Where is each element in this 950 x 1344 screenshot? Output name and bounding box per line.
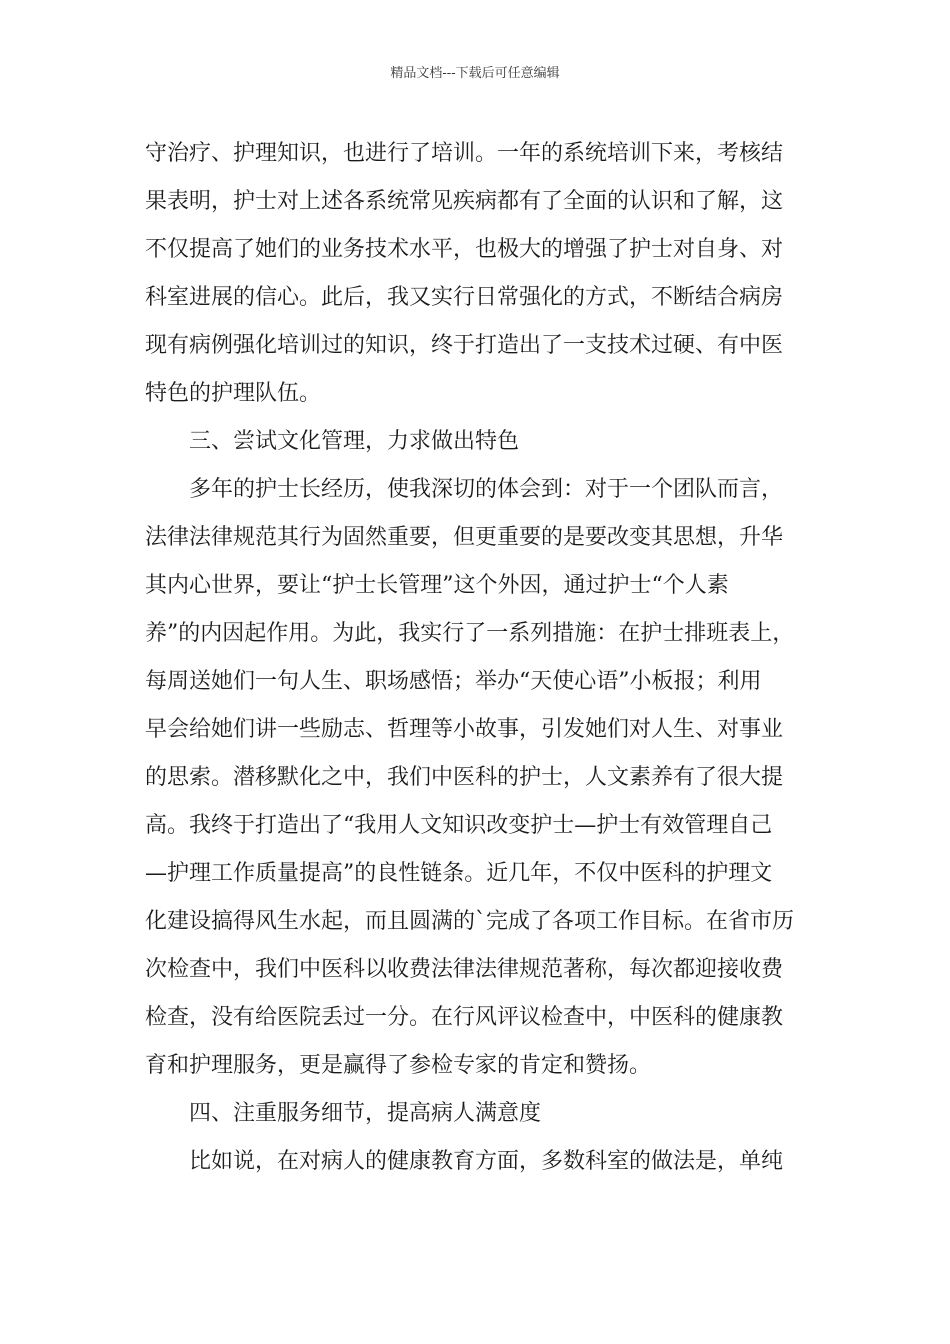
paragraph-line: 次检查中，我们中医科以收费法律法律规范著称，每次都迎接收费 xyxy=(145,957,784,982)
paragraph-line: 科室进展的信心。此后，我又实行日常强化的方式，不断结合病房 xyxy=(145,285,784,310)
section-heading: 三、尝试文化管理，力求做出特色 xyxy=(189,429,520,454)
paragraph-line: 守治疗、护理知识，也进行了培训。一年的系统培训下来，考核结 xyxy=(145,141,784,166)
paragraph-line: 化建设搞得风生水起，而且圆满的`完成了各项工作目标。在省市历 xyxy=(145,909,795,934)
section-heading: 四、注重服务细节，提高病人满意度 xyxy=(189,1101,542,1126)
paragraph-line: —护理工作质量提高”的良性链条。近几年，不仅中医科的护理文 xyxy=(145,861,773,886)
paragraph-line: 比如说，在对病人的健康教育方面，多数科室的做法是，单纯 xyxy=(189,1149,784,1174)
paragraph-line: 的思索。潜移默化之中，我们中医科的护士，人文素养有了很大提 xyxy=(145,765,784,790)
document-body xyxy=(145,130,825,1186)
paragraph-line: 早会给她们讲一些励志、哲理等小故事，引发她们对人生、对事业 xyxy=(145,717,784,742)
paragraph-line: 每周送她们一句人生、职场感悟；举办“天使心语”小板报；利用 xyxy=(145,669,762,694)
paragraph-line: 养”的内因起作用。为此，我实行了一系列措施：在护士排班表上， xyxy=(145,621,795,646)
paragraph-line: 果表明，护士对上述各系统常见疾病都有了全面的认识和了解，这 xyxy=(145,189,784,214)
paragraph-line: 检查，没有给医院丢过一分。在行风评议检查中，中医科的健康教 xyxy=(145,1005,784,1030)
paragraph-line: 不仅提高了她们的业务技术水平，也极大的增强了护士对自身、对 xyxy=(145,237,784,262)
page-header: 精品文档---下载后可任意编辑 xyxy=(390,66,560,81)
paragraph-line: 育和护理服务，更是赢得了参检专家的肯定和赞扬。 xyxy=(145,1053,652,1078)
paragraph-line: 特色的护理队伍。 xyxy=(145,381,322,406)
paragraph-line: 现有病例强化培训过的知识，终于打造出了一支技术过硬、有中医 xyxy=(145,333,784,358)
paragraph-line: 法律法律规范其行为固然重要，但更重要的是要改变其思想，升华 xyxy=(145,525,784,550)
paragraph-line: 高。我终于打造出了“我用人文知识改变护士—护士有效管理自己 xyxy=(145,813,773,838)
paragraph-line: 多年的护士长经历，使我深切的体会到：对于一个团队而言， xyxy=(189,477,784,502)
paragraph-line: 其内心世界，要让“护士长管理”这个外因，通过护士“个人素 xyxy=(145,573,729,598)
